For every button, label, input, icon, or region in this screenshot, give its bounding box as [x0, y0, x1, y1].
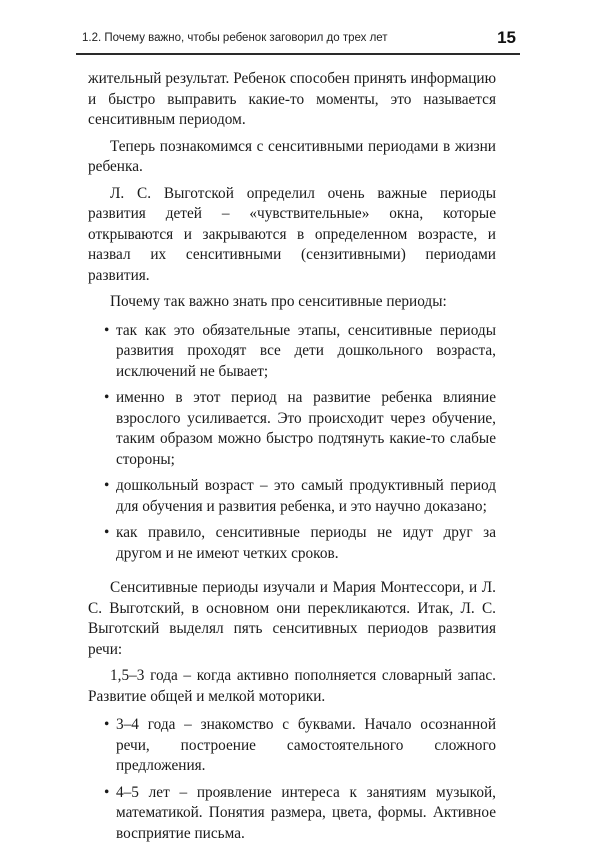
bullet-marker: •	[104, 716, 110, 733]
bullet-marker: •	[104, 389, 110, 406]
page-number: 15	[497, 28, 516, 47]
paragraph-period-1: 1,5–3 года – когда активно пополняется словарный запас. Развитие общей и мелкой моторики.	[88, 667, 496, 705]
bullet-marker: •	[104, 321, 110, 339]
list-item-text: 4–5 лет – проявление интереса к занятиям музыкой, математикой. Понятия размера, цвета, формы. Активное восприятие письма.	[116, 783, 496, 842]
bullet-list-reasons	[88, 321, 496, 565]
list-item	[88, 783, 496, 845]
bullet-marker: •	[104, 783, 110, 801]
list-item	[88, 715, 496, 777]
running-header	[76, 27, 520, 55]
list-item-text: 3–4 года – знакомство с буквами. Начало осознанной речи, построение самостоятельного сложного предложения.	[116, 716, 496, 774]
header-title: 1.2. Почему важно, чтобы ребенок заговорил до трех лет	[82, 32, 388, 44]
list-item	[88, 388, 496, 470]
bullet-marker: •	[104, 524, 110, 541]
list-item	[88, 321, 496, 383]
list-item	[88, 476, 496, 517]
bullet-marker: •	[104, 477, 110, 494]
list-item-text: именно в этот период на развитие ребенка влияние взрослого усиливается. Это происходит через обучение, таким образом можно быстро подтянуть какие-то слабые стороны;	[116, 389, 496, 468]
bullet-list-periods	[88, 715, 496, 844]
paragraph-why-important: Почему так важно знать про сенситивные периоды:	[110, 293, 447, 310]
paragraph-montessori: Сенситивные периоды изучали и Мария Монтессори, и Л. С. Выготский, в основном они перекликаются. Итак, Л. С. Выготский выделял пять сенситивных периодов развития речи:	[88, 579, 496, 658]
list-item-text: дошкольный возраст – это самый продуктивный период для обучения и развития ребенка, и это научно доказано;	[116, 477, 496, 515]
list-item-text: как правило, сенситивные периоды не идут друг за другом и не имеют четких сроков.	[116, 524, 496, 562]
list-item	[88, 523, 496, 564]
list-item-text: так как это обязательные этапы, сенситивные периоды развития проходят все дети дошкольного возраста, исключений не бывает;	[116, 321, 496, 380]
page-body	[88, 69, 496, 850]
paragraph-intro-periods: Теперь познакомимся с сенситивными периодами в жизни ребенка.	[88, 137, 496, 175]
paragraph-vygotsky: Л. С. Выготской определил очень важные периоды развития детей – «чувствительные» окна, которые открываются и закрываются в определенном возрасте, и назвал их сенситивными (сензитивными) периодами развития.	[88, 184, 496, 284]
paragraph-continued: жительный результат. Ребенок способен принять информацию и быстро выправить какие-то моменты, это называется сенситивным периодом.	[88, 70, 496, 128]
